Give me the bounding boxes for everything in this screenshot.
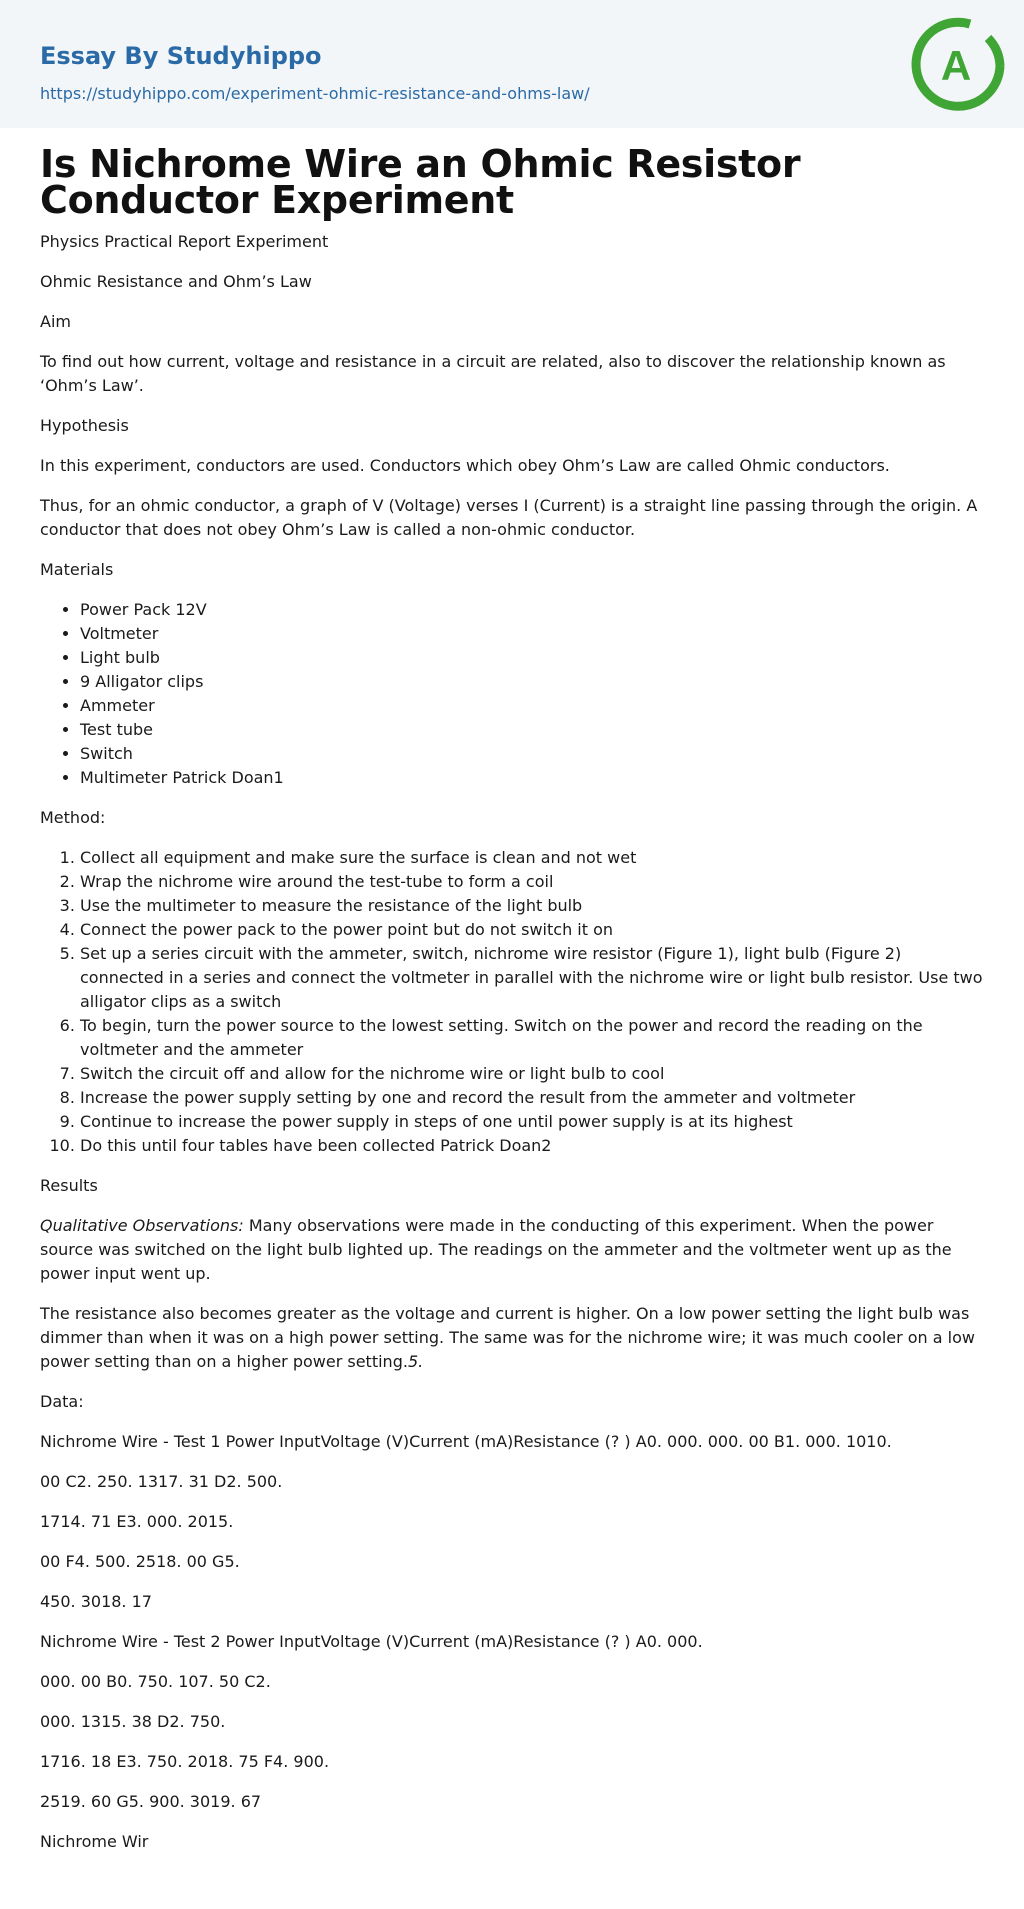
list-item: 4. Connect the power pack to the power point but do not switch it on xyxy=(80,918,984,942)
article-subtitle: Physics Practical Report Experiment xyxy=(40,232,329,251)
list-item: • Test tube xyxy=(80,718,984,742)
list-item: 6. To begin, turn the power source to the lowest setting. Switch on the power and record the reading on the voltmeter and the ammeter xyxy=(80,1014,984,1062)
aim-heading: Aim xyxy=(40,312,71,331)
logo-letter: A xyxy=(940,42,972,89)
data-line: 1716. 18 E3. 750. 2018. 75 F4. 900. xyxy=(40,1752,330,1771)
site-title[interactable]: Essay By Studyhippo xyxy=(40,42,322,70)
method-heading: Method: xyxy=(40,808,106,827)
studyhippo-logo-icon[interactable] xyxy=(908,16,1008,116)
list-item: 2. Wrap the nichrome wire around the test-tube to form a coil xyxy=(80,870,984,894)
resistance-suffix: 5. xyxy=(407,1352,424,1371)
data-line: 2519. 60 G5. 900. 3019. 67 xyxy=(40,1792,262,1811)
article-content xyxy=(0,142,1024,1854)
list-item: • Switch xyxy=(80,742,984,766)
data-heading: Data: xyxy=(40,1392,84,1411)
article-title: Is Nichrome Wire an Ohmic Resistor Conductor Experiment xyxy=(40,142,801,222)
hypothesis-heading: Hypothesis xyxy=(40,416,129,435)
data-line: 00 F4. 500. 2518. 00 G5. xyxy=(40,1552,240,1571)
list-item: 7. Switch the circuit off and allow for the nichrome wire or light bulb to cool xyxy=(80,1062,984,1086)
list-item: • Power Pack 12V xyxy=(80,598,984,622)
data-line: Nichrome Wire - Test 2 Power InputVoltage (V)Current (mA)Resistance (? ) A0. 000. xyxy=(40,1632,703,1651)
hypothesis-paragraph-1: In this experiment, conductors are used. Conductors which obey Ohm’s Law are called Ohmic conductors. xyxy=(40,456,890,475)
materials-heading: Materials xyxy=(40,560,114,579)
list-item: 9. Continue to increase the power supply in steps of one until power supply is at its highest xyxy=(80,1110,984,1134)
data-line: Nichrome Wire - Test 1 Power InputVoltage (V)Current (mA)Resistance (? ) A0. 000. 000. 00 B1. 000. 1010. xyxy=(40,1432,892,1451)
list-item: • Ammeter xyxy=(80,694,984,718)
aim-text: To find out how current, voltage and resistance in a circuit are related, also to discover the relationship known as ‘Ohm’s Law’. xyxy=(40,352,946,395)
results-heading: Results xyxy=(40,1176,98,1195)
list-item: • 9 Alligator clips xyxy=(80,670,984,694)
data-line: 00 C2. 250. 1317. 31 D2. 500. xyxy=(40,1472,283,1491)
data-line: 000. 00 B0. 750. 107. 50 C2. xyxy=(40,1672,271,1691)
data-line: Nichrome Wir xyxy=(40,1832,149,1851)
list-item: • Voltmeter xyxy=(80,622,984,646)
list-item: 3. Use the multimeter to measure the resistance of the light bulb xyxy=(80,894,984,918)
list-item: • Multimeter Patrick Doan1 xyxy=(80,766,984,790)
list-item: 5. Set up a series circuit with the ammeter, switch, nichrome wire resistor (Figure 1), light bulb (Figure 2) connected in a series and connect the voltmeter in parallel with the nichrome wire or light bulb resistor. Use two alligator clips as a switch xyxy=(80,942,984,1014)
source-url-link[interactable]: https://studyhippo.com/experiment-ohmic-resistance-and-ohms-law/ xyxy=(40,84,590,103)
data-line: 000. 1315. 38 D2. 750. xyxy=(40,1712,226,1731)
list-item: 8. Increase the power supply setting by one and record the result from the ammeter and voltmeter xyxy=(80,1086,984,1110)
resistance-paragraph xyxy=(40,1302,984,1374)
data-line: 450. 3018. 17 xyxy=(40,1592,152,1611)
hypothesis-paragraph-2: Thus, for an ohmic conductor, a graph of V (Voltage) verses I (Current) is a straight line passing through the origin. A conductor that does not obey Ohm’s Law is called a non-ohmic conductor. xyxy=(40,496,978,539)
qualitative-label: Qualitative Observations: xyxy=(40,1216,244,1235)
article-topic: Ohmic Resistance and Ohm’s Law xyxy=(40,272,312,291)
site-header xyxy=(0,0,1024,128)
qualitative-observations xyxy=(40,1214,984,1286)
materials-list xyxy=(40,598,984,790)
list-item: 1. Collect all equipment and make sure the surface is clean and not wet xyxy=(80,846,984,870)
list-item: 10. Do this until four tables have been collected Patrick Doan2 xyxy=(80,1134,984,1158)
qualitative-text: Many observations were made in the conducting of this experiment. When the power source was switched on the light bulb lighted up. The readings on the ammeter and the voltmeter went up as the power input went up. xyxy=(40,1216,952,1283)
data-line: 1714. 71 E3. 000. 2015. xyxy=(40,1512,234,1531)
resistance-text: The resistance also becomes greater as the voltage and current is higher. On a low power setting the light bulb was dimmer than when it was on a high power setting. The same was for the nichrome wire; it was much cooler on a low power setting than on a higher power setting. xyxy=(40,1304,975,1371)
method-list xyxy=(40,846,984,1158)
list-item: • Light bulb xyxy=(80,646,984,670)
